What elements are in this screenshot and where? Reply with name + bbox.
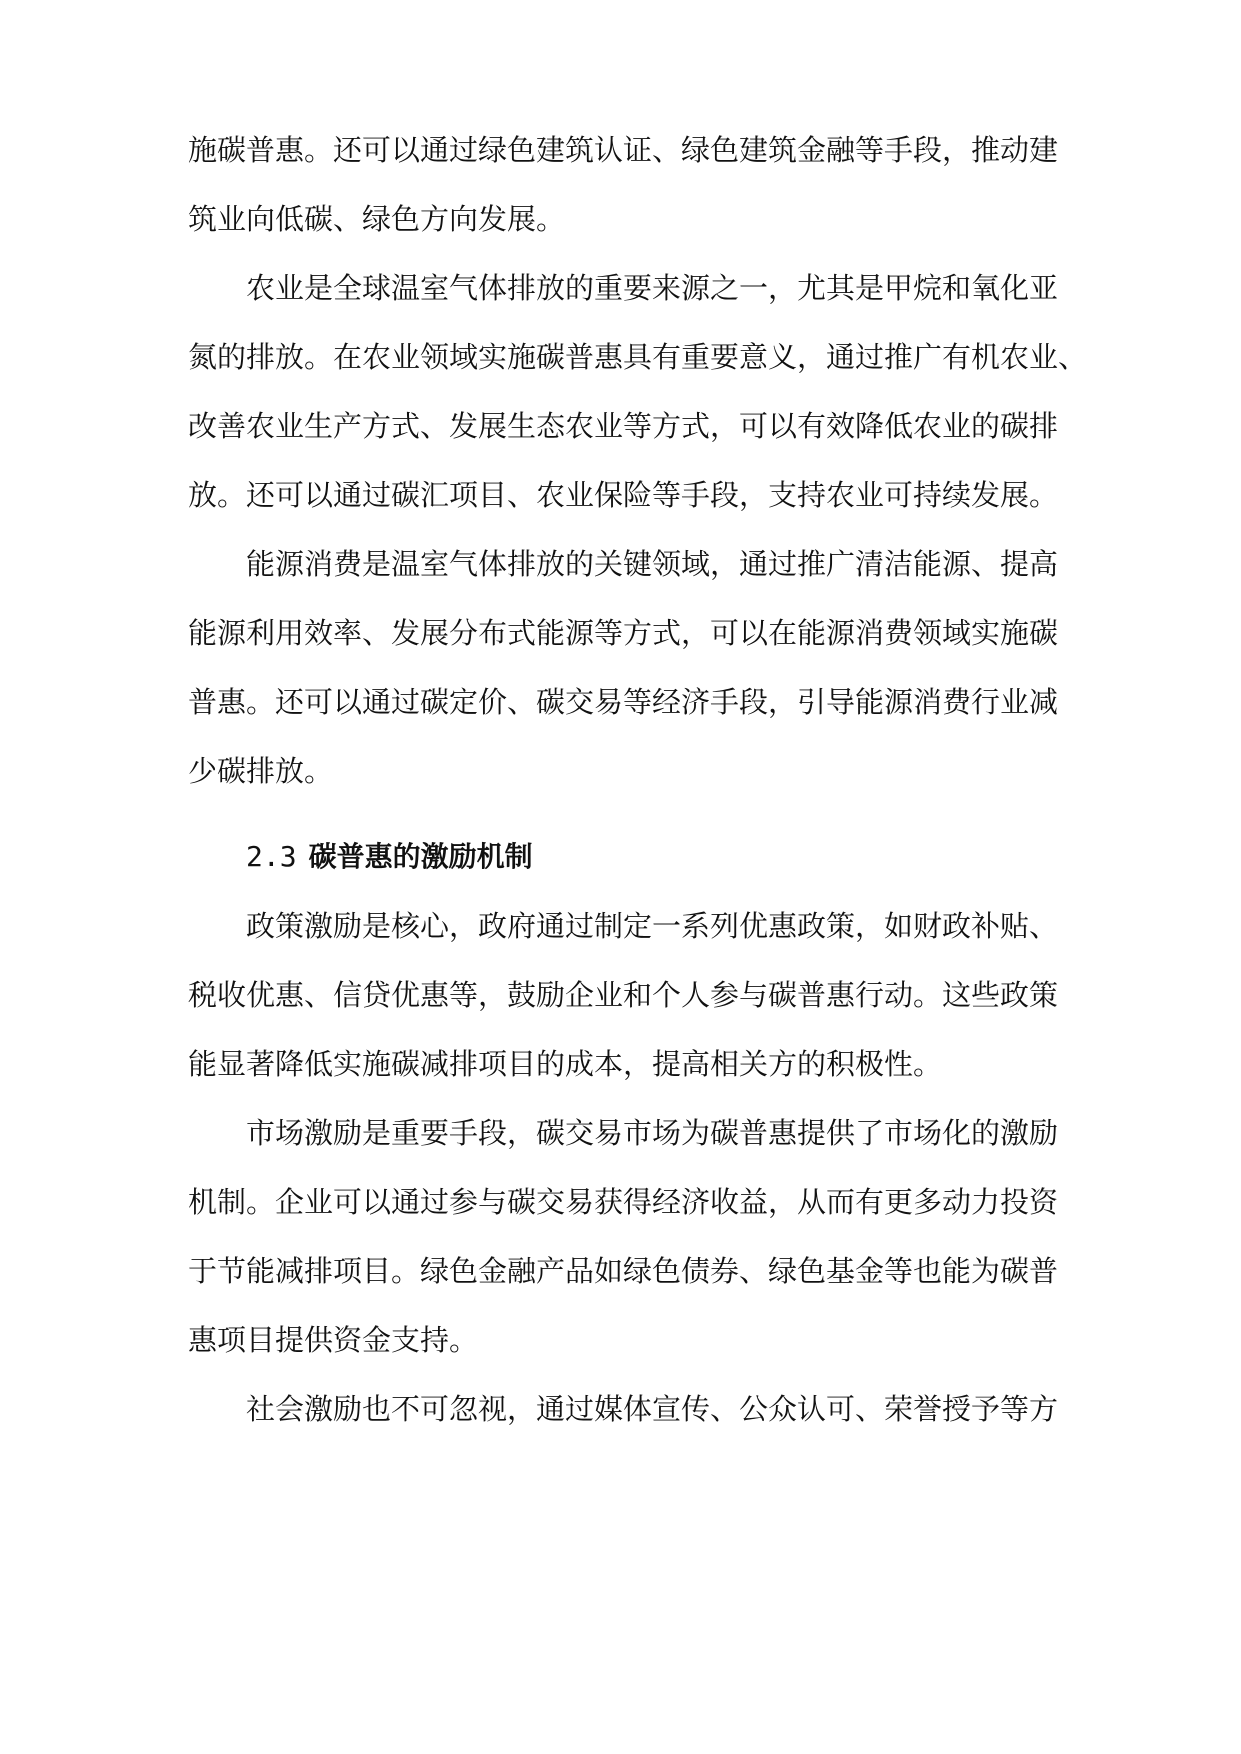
paragraph-line: 社会激励也不可忽视，通过媒体宣传、公众认可、荣誉授予等方 <box>246 1392 1059 1426</box>
paragraph-line: 市场激励是重要手段，碳交易市场为碳普惠提供了市场化的激励 <box>246 1116 1059 1150</box>
paragraph-line: 政策激励是核心，政府通过制定一系列优惠政策，如财政补贴、 <box>246 909 1059 943</box>
paragraph-line: 少碳排放。 <box>188 754 334 788</box>
section-title: 碳普惠的激励机制 <box>308 840 533 873</box>
paragraph-line: 能源利用效率、发展分布式能源等方式，可以在能源消费领域实施碳 <box>188 616 1059 650</box>
paragraph-line: 惠项目提供资金支持。 <box>188 1323 479 1357</box>
paragraph-line: 改善农业生产方式、发展生态农业等方式，可以有效降低农业的碳排 <box>188 409 1059 443</box>
paragraph-line: 普惠。还可以通过碳定价、碳交易等经济手段，引导能源消费行业减 <box>188 685 1059 719</box>
paragraph-line: 放。还可以通过碳汇项目、农业保险等手段，支持农业可持续发展。 <box>188 478 1059 512</box>
paragraph-line: 机制。企业可以通过参与碳交易获得经济收益，从而有更多动力投资 <box>188 1185 1059 1219</box>
section-number: 2.3 <box>246 840 297 873</box>
paragraph-line: 筑业向低碳、绿色方向发展。 <box>188 202 566 236</box>
section-heading <box>246 837 533 877</box>
paragraph-line: 税收优惠、信贷优惠等，鼓励企业和个人参与碳普惠行动。这些政策 <box>188 978 1059 1012</box>
paragraph-line: 施碳普惠。还可以通过绿色建筑认证、绿色建筑金融等手段，推动建 <box>188 133 1059 167</box>
paragraph-line: 能显著降低实施碳减排项目的成本，提高相关方的积极性。 <box>188 1047 943 1081</box>
paragraph-line: 能源消费是温室气体排放的关键领域，通过推广清洁能源、提高 <box>246 547 1059 581</box>
paragraph-line: 农业是全球温室气体排放的重要来源之一，尤其是甲烷和氧化亚 <box>246 271 1059 305</box>
paragraph-line: 氮的排放。在农业领域实施碳普惠具有重要意义，通过推广有机农业、 <box>188 340 1088 374</box>
paragraph-line: 于节能减排项目。绿色金融产品如绿色债券、绿色基金等也能为碳普 <box>188 1254 1059 1288</box>
